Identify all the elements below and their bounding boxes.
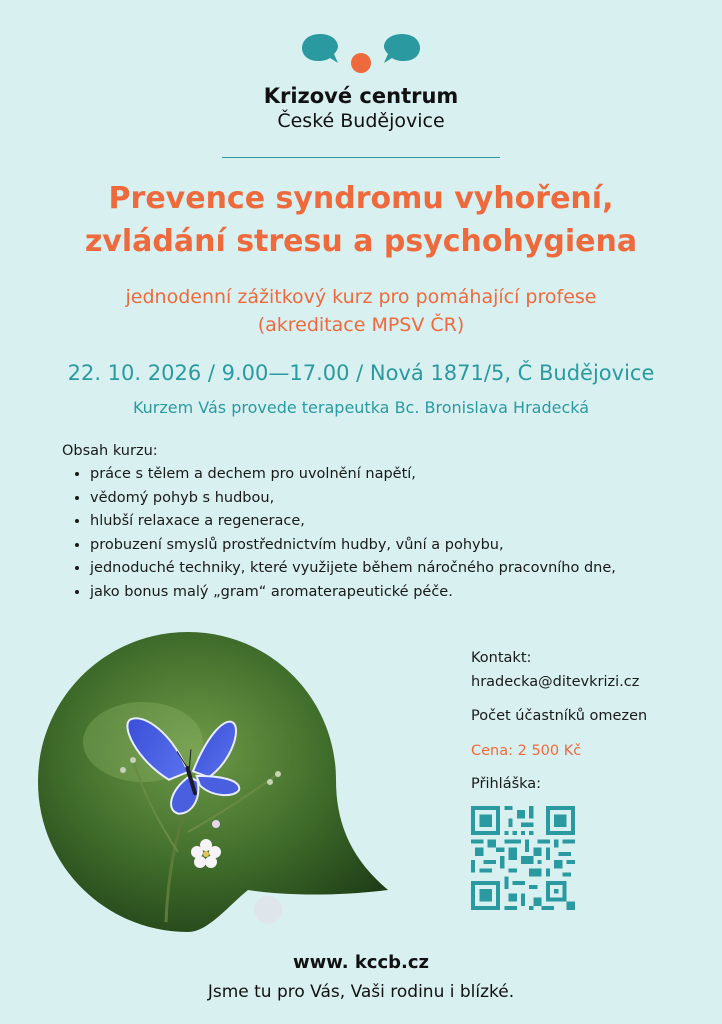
website-link[interactable]: www. kccb.cz xyxy=(292,952,430,973)
price: Cena: 2 500 Kč xyxy=(471,743,582,759)
signup-label: Přihláška: xyxy=(471,776,542,792)
subtitle-line-2: (akreditace MPSV ČR) xyxy=(257,314,465,336)
contact-label: Kontakt: xyxy=(471,650,532,666)
list-item: • vědomý pohyb s hudbou, xyxy=(90,487,682,511)
event-date-location: 22. 10. 2026 / 9.00—17.00 / Nová 1871/5, Č Budějovice xyxy=(67,361,655,385)
qr-code-icon[interactable] xyxy=(471,806,575,910)
list-item: • hlubší relaxace a regenerace, xyxy=(90,510,682,534)
title-line-2: zvládání stresu a psychohygiena xyxy=(84,224,638,259)
contact-email[interactable]: hradecka@ditevkrizi.cz xyxy=(471,674,640,690)
list-item: • jako bonus malý „gram“ aromaterapeutické péče. xyxy=(90,581,682,605)
subtitle-line-1: jednodenní zážitkový kurz pro pomáhající profese xyxy=(125,286,597,308)
content-list xyxy=(62,463,682,604)
list-item: • jednoduché techniky, které využijete během náročného pracovního dne, xyxy=(90,557,682,581)
capacity-note: Počet účastníků omezen xyxy=(471,708,648,724)
content-heading: Obsah kurzu: xyxy=(62,443,158,459)
org-city: České Budějovice xyxy=(277,110,445,132)
event-lecturer: Kurzem Vás provede terapeutka Bc. Bronislava Hradecká xyxy=(132,398,590,417)
org-name: Krizové centrum xyxy=(263,84,459,108)
course-content xyxy=(62,443,682,604)
speech-bubbles-logo-icon xyxy=(296,30,426,78)
butterfly-photo xyxy=(38,632,388,932)
list-item: • probuzení smyslů prostřednictvím hudby, vůní a pohybu, xyxy=(90,534,682,558)
subtitle xyxy=(0,283,722,339)
page-title xyxy=(0,177,722,263)
title-line-1: Prevence syndromu vyhoření, xyxy=(108,181,614,216)
header-divider xyxy=(222,157,500,158)
list-item: • práce s tělem a dechem pro uvolnění napětí, xyxy=(90,463,682,487)
tagline: Jsme tu pro Vás, Vaši rodinu i blízké. xyxy=(207,982,515,1002)
